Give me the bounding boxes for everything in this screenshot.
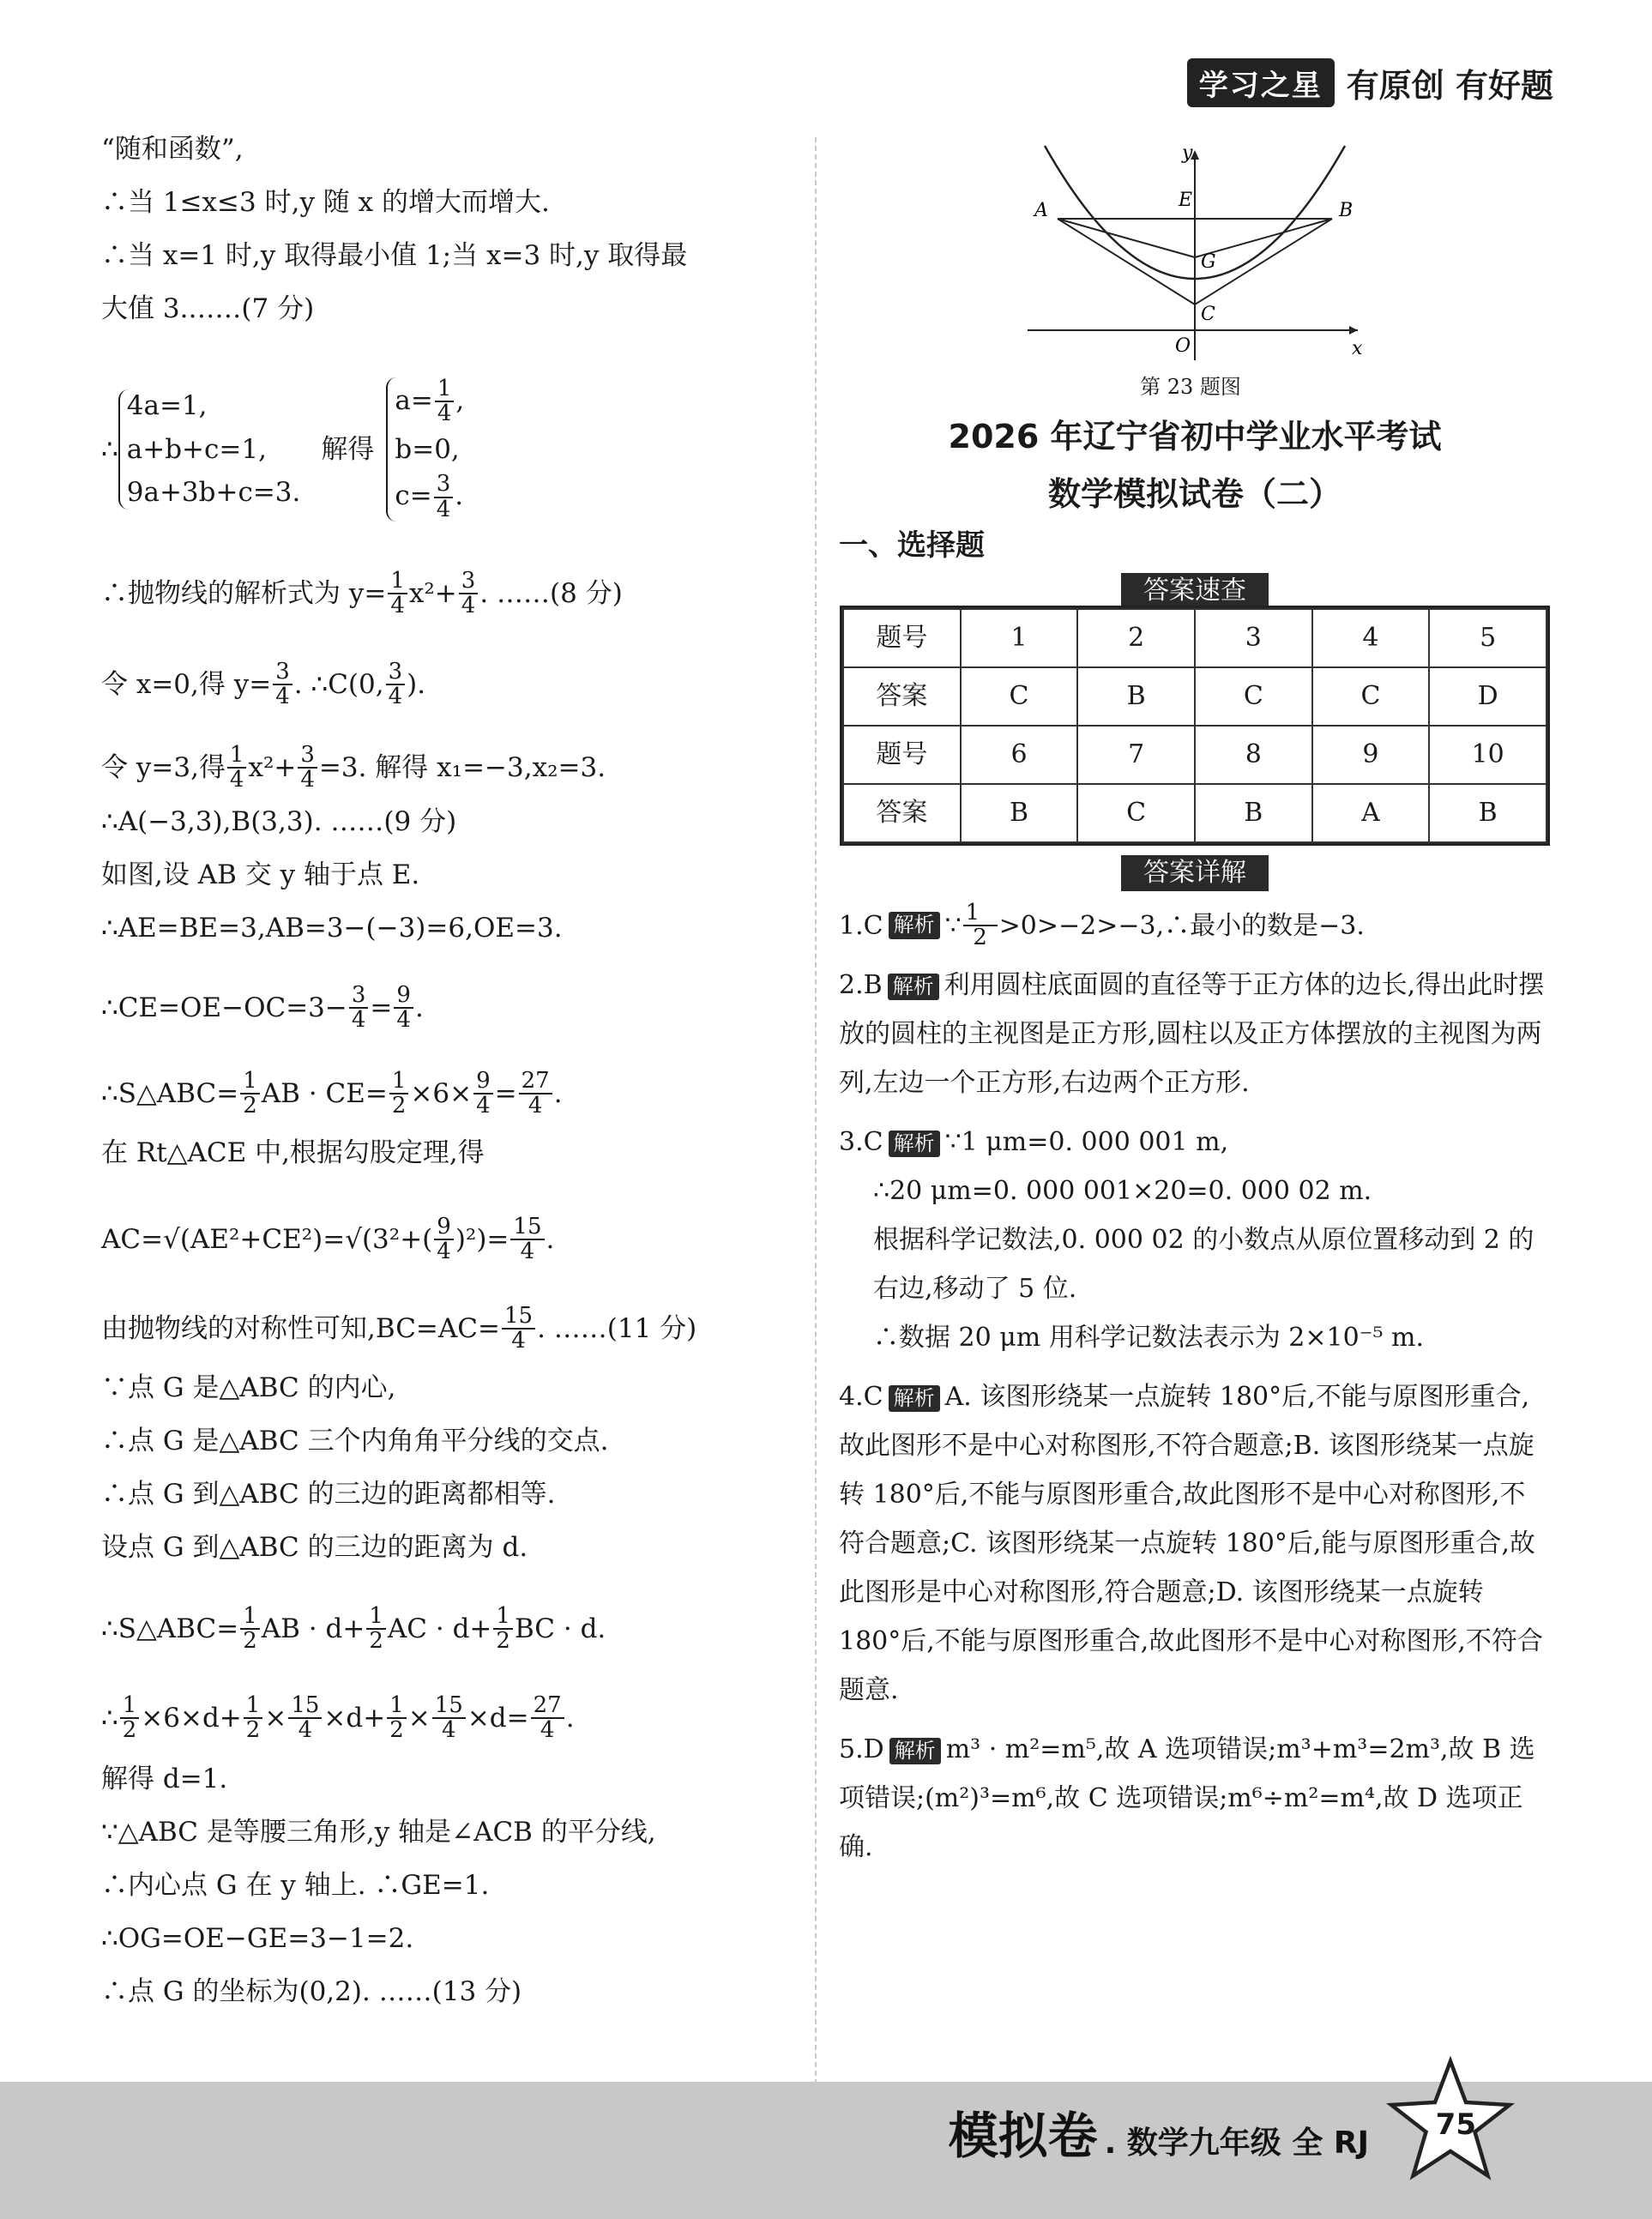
item-text: ∵1 μm=0. 000 001 m, [944,1126,1229,1157]
text-line: AC=√(AE²+CE²)=√(3²+( $\frac{9}{4}$ )²)= $\frac{15}{4}$ . [101,1213,555,1264]
fraction: $\frac{1}{2}$ [120,1694,140,1743]
text-line: “随和函数”, [101,134,244,165]
text-line: ∴ $\frac{1}{2}$ ×6×d+ $\frac{1}{2}$ × $\frac{15}{4}$ ×d+ $\frac{1}{2}$ × $\frac{15}{4}$ ×d= $\frac{27}{4}$ . [101,1691,575,1743]
table-cell: B [1429,784,1546,842]
point-label-e: E [1179,190,1193,211]
fraction: $\frac{1}{2}$ [963,901,998,950]
brand-slogan: 有原创 有好题 [1346,66,1553,105]
text-line: ∵点 G 是△ABC 的内心, [101,1372,396,1403]
text-line: ∴S△ABC= $\frac{1}{2}$ AB · CE= $\frac{1}{2}$ ×6× $\frac{9}{4}$ = $\frac{27}{4}$ . [101,1067,563,1119]
text-line: 令 x=0,得 y= $\frac{3}{4}$ . ∴C(0, $\frac{3}{4}$ ). [101,658,426,709]
fraction: $\frac{1}{2}$ [240,1070,260,1119]
analysis-badge: 解析 [888,974,939,1000]
exam-title-line1: 2026 年辽宁省初中学业水平考试 [948,418,1442,455]
table-row [843,609,1546,667]
table-row [843,726,1546,784]
fraction: $\frac{1}{2}$ [389,1070,409,1119]
item-text: 根据科学记数法,0. 000 02 的小数点从原位置移动到 2 的右边,移动了 5 位. [873,1224,1534,1304]
fraction: $\frac{15}{4}$ [432,1694,466,1743]
item-text: m³ · m²=m⁵,故 A 选项错误;m³+m³=2m³,故 B 选项错误;(m²)³=m⁶,故 C 选项错误;m⁶÷m²=m⁴,故 D 选项正确. [839,1734,1535,1862]
answer-item: 1.C 解析 ∵ $\frac{1}{2}$ >0>−2>−3,∴最小的数是−3. [839,899,1365,950]
table-cell: 7 [1077,726,1195,784]
system-eq: 9a+3b+c=3. [126,477,301,509]
answer-item [839,961,1551,1107]
table-cell: A [1312,784,1430,842]
text-line: ∴点 G 是△ABC 三个内角角平分线的交点. [101,1426,609,1456]
table-row [843,784,1546,842]
fraction: $\frac{1}{2}$ [366,1605,386,1654]
table-cell: 题号 [843,609,961,667]
text-line: 在 Rt△ACE 中,根据勾股定理,得 [101,1137,485,1168]
parabola-diagram [1010,137,1371,369]
answer-item [839,1372,1551,1715]
fraction: $\frac{1}{4}$ [227,744,247,793]
item-number: 2.B [839,969,883,1000]
table-row [843,667,1546,726]
right-column [839,137,1551,1872]
footer-title [949,2095,1369,2168]
item-text: ∴数据 20 μm 用科学记数法表示为 2×10⁻⁵ m. [873,1322,1425,1353]
system-right [386,377,464,522]
table-cell: 9 [1312,726,1430,784]
text-line: ∴点 G 的坐标为(0,2). ……(13 分) [101,1976,522,2007]
fraction: $\frac{9}{4}$ [434,1215,454,1264]
table-cell: 4 [1312,609,1430,667]
fraction: $\frac{3}{4}$ [386,660,406,709]
table-cell: D [1429,667,1546,726]
answer-table [842,608,1547,843]
text-line: ∴A(−3,3),B(3,3). ……(9 分) [101,806,457,837]
solution-c: c= $\frac{3}{4}$ . [395,471,464,522]
point-label-a: A [1034,200,1048,221]
text-line: ∴CE=OE−OC=3− $\frac{3}{4}$ = $\frac{9}{4}$ . [101,981,424,1033]
fraction: $\frac{27}{4}$ [519,1070,552,1119]
item-number: 3.C [839,1126,883,1157]
footer-subtitle: . 数学九年级 全 RJ [1104,2126,1369,2161]
point-label-c: C [1201,304,1215,325]
page-number: 75 [1435,2107,1476,2142]
text-line: ∴当 1≤x≤3 时,y 随 x 的增大而增大. [101,187,550,218]
text-line: 大值 3.……(7 分) [101,293,315,324]
point-label-g: G [1201,251,1216,273]
text-line: ∴OG=OE−GE=3−1=2. [101,1923,414,1954]
text-line: ∵△ABC 是等腰三角形,y 轴是∠ACB 的平分线, [101,1817,656,1848]
figure-caption: 第 23 题图 [1140,375,1241,399]
fraction: $\frac{1}{4}$ [388,570,407,618]
solve-label: 解得 [321,433,375,465]
text-line: ∴点 G 到△ABC 的三边的距离都相等. [101,1479,556,1510]
parabola-figure [1010,137,1456,400]
system-eq: 4a=1, [126,389,208,421]
fraction: $\frac{15}{4}$ [510,1215,544,1264]
table-cell: 2 [1077,609,1195,667]
brand-logo: 学习之星 [1187,58,1335,107]
fraction: $\frac{3}{4}$ [273,660,292,709]
fraction: $\frac{1}{2}$ [387,1694,407,1743]
solution-b: b=0, [395,433,460,465]
table-cell: 5 [1429,609,1546,667]
item-number: 4.C [839,1381,883,1412]
text-line: 如图,设 AB 交 y 轴于点 E. [101,859,420,890]
fraction: $\frac{9}{4}$ [473,1070,493,1119]
item-text: 利用圆柱底面圆的直径等于正方体的边长,得出此时摆放的圆柱的主视图是正方形,圆柱以及正方体摆放的主视图为两列,左边一个正方形,右边两个正方形. [839,969,1545,1098]
text-line: 令 y=3,得 $\frac{1}{4}$ x²+ $\frac{3}{4}$ =3. 解得 x₁=−3,x₂=3. [101,741,606,793]
table-cell: C [1077,784,1195,842]
section-title: 一、选择题 [839,528,985,563]
fraction: $\frac{1}{2}$ [244,1694,263,1743]
analysis-badge: 解析 [889,912,940,938]
left-column [101,133,787,2029]
table-cell: C [1312,667,1430,726]
table-cell: B [1195,784,1312,842]
brace-right [386,377,464,522]
table-cell: B [1077,667,1195,726]
therefore-symbol: ∴ [101,433,118,465]
table-cell: 8 [1195,726,1312,784]
fraction: $\frac{1}{4}$ [435,377,455,426]
text-line: ∴AE=BE=3,AB=3−(−3)=6,OE=3. [101,913,563,944]
text-line: ∴当 x=1 时,y 取得最小值 1;当 x=3 时,y 取得最 [101,240,688,271]
fraction: $\frac{9}{4}$ [394,984,413,1033]
header-brand [1187,58,1553,106]
fraction: $\frac{1}{2}$ [240,1605,260,1654]
column-divider [815,137,817,2084]
table-cell: B [961,784,1078,842]
system-eq: a+b+c=1, [126,433,267,465]
exam-title-line2: 数学模拟试卷（二） [1047,474,1341,513]
table-cell: C [1195,667,1312,726]
system-left [118,389,301,510]
analysis-badge: 解析 [889,1738,941,1764]
analysis-badge: 解析 [889,1131,940,1157]
equation-system [101,351,787,548]
answer-item [839,1725,1551,1872]
fraction: $\frac{15}{4}$ [502,1305,535,1354]
solution-a: a= $\frac{1}{4}$ , [395,376,465,427]
text-line: 由抛物线的对称性可知,BC=AC= $\frac{15}{4}$ . ……(11 分) [101,1302,697,1354]
table-cell: 3 [1195,609,1312,667]
table-cell: 答案 [843,667,961,726]
item-text: A. 该图形绕某一点旋转 180°后,不能与原图形重合,故此图形不是中心对称图形,不符合题意;B. 该图形绕某一点旋转 180°后,不能与原图形重合,故此图形不是中心对称图形,不符合题意;C. 该图形绕某一点旋转 180°后,能与原图形重合,故此图形是中心对称图形,符合题意;D. 该图形绕某一点旋转 180°后,不能与原图形重合,故此图形不是中心对称图形,不符合题意. [839,1381,1543,1705]
footer-book-name: 模拟卷 [948,2107,1098,2165]
fraction: $\frac{27}{4}$ [531,1694,564,1743]
fraction: $\frac{3}{4}$ [349,984,369,1033]
text-line: ∴内心点 G 在 y 轴上. ∴GE=1. [101,1870,490,1901]
table-cell: 题号 [843,726,961,784]
text-line: ∴S△ABC= $\frac{1}{2}$ AB · d+ $\frac{1}{2}$ AC · d+ $\frac{1}{2}$ BC · d. [101,1602,606,1654]
text-line: 解得 d=1. [101,1764,228,1794]
exam-title [839,408,1551,522]
quick-answer-label: 答案速查 [1121,573,1269,609]
fraction: $\frac{3}{4}$ [459,570,479,618]
brace-left [118,389,301,510]
axis-label-y: y [1182,142,1193,164]
axis-label-x: x [1352,338,1363,359]
text-line: ∴抛物线的解析式为 y= $\frac{1}{4}$ x²+ $\frac{3}{4}$ . ……(8 分) [101,567,623,618]
item-number: 5.D [839,1734,884,1764]
fraction: $\frac{1}{2}$ [493,1605,513,1654]
table-cell: 10 [1429,726,1546,784]
detail-answer-label: 答案详解 [1121,855,1269,891]
table-cell: 1 [961,609,1078,667]
fraction: $\frac{15}{4}$ [288,1694,322,1743]
fraction: $\frac{3}{4}$ [298,744,317,793]
text-line: 设点 G 到△ABC 的三边的距离为 d. [101,1532,528,1563]
analysis-badge: 解析 [889,1385,940,1412]
answer-item [839,1118,1551,1362]
table-cell: 6 [961,726,1078,784]
table-cell: C [961,667,1078,726]
point-label-o: O [1175,335,1191,357]
item-number: 1.C [839,910,883,941]
fraction: $\frac{3}{4}$ [434,473,454,522]
item-text: ∴20 μm=0. 000 001×20=0. 000 02 m. [873,1175,1372,1206]
point-label-b: B [1339,200,1354,221]
table-cell: 答案 [843,784,961,842]
